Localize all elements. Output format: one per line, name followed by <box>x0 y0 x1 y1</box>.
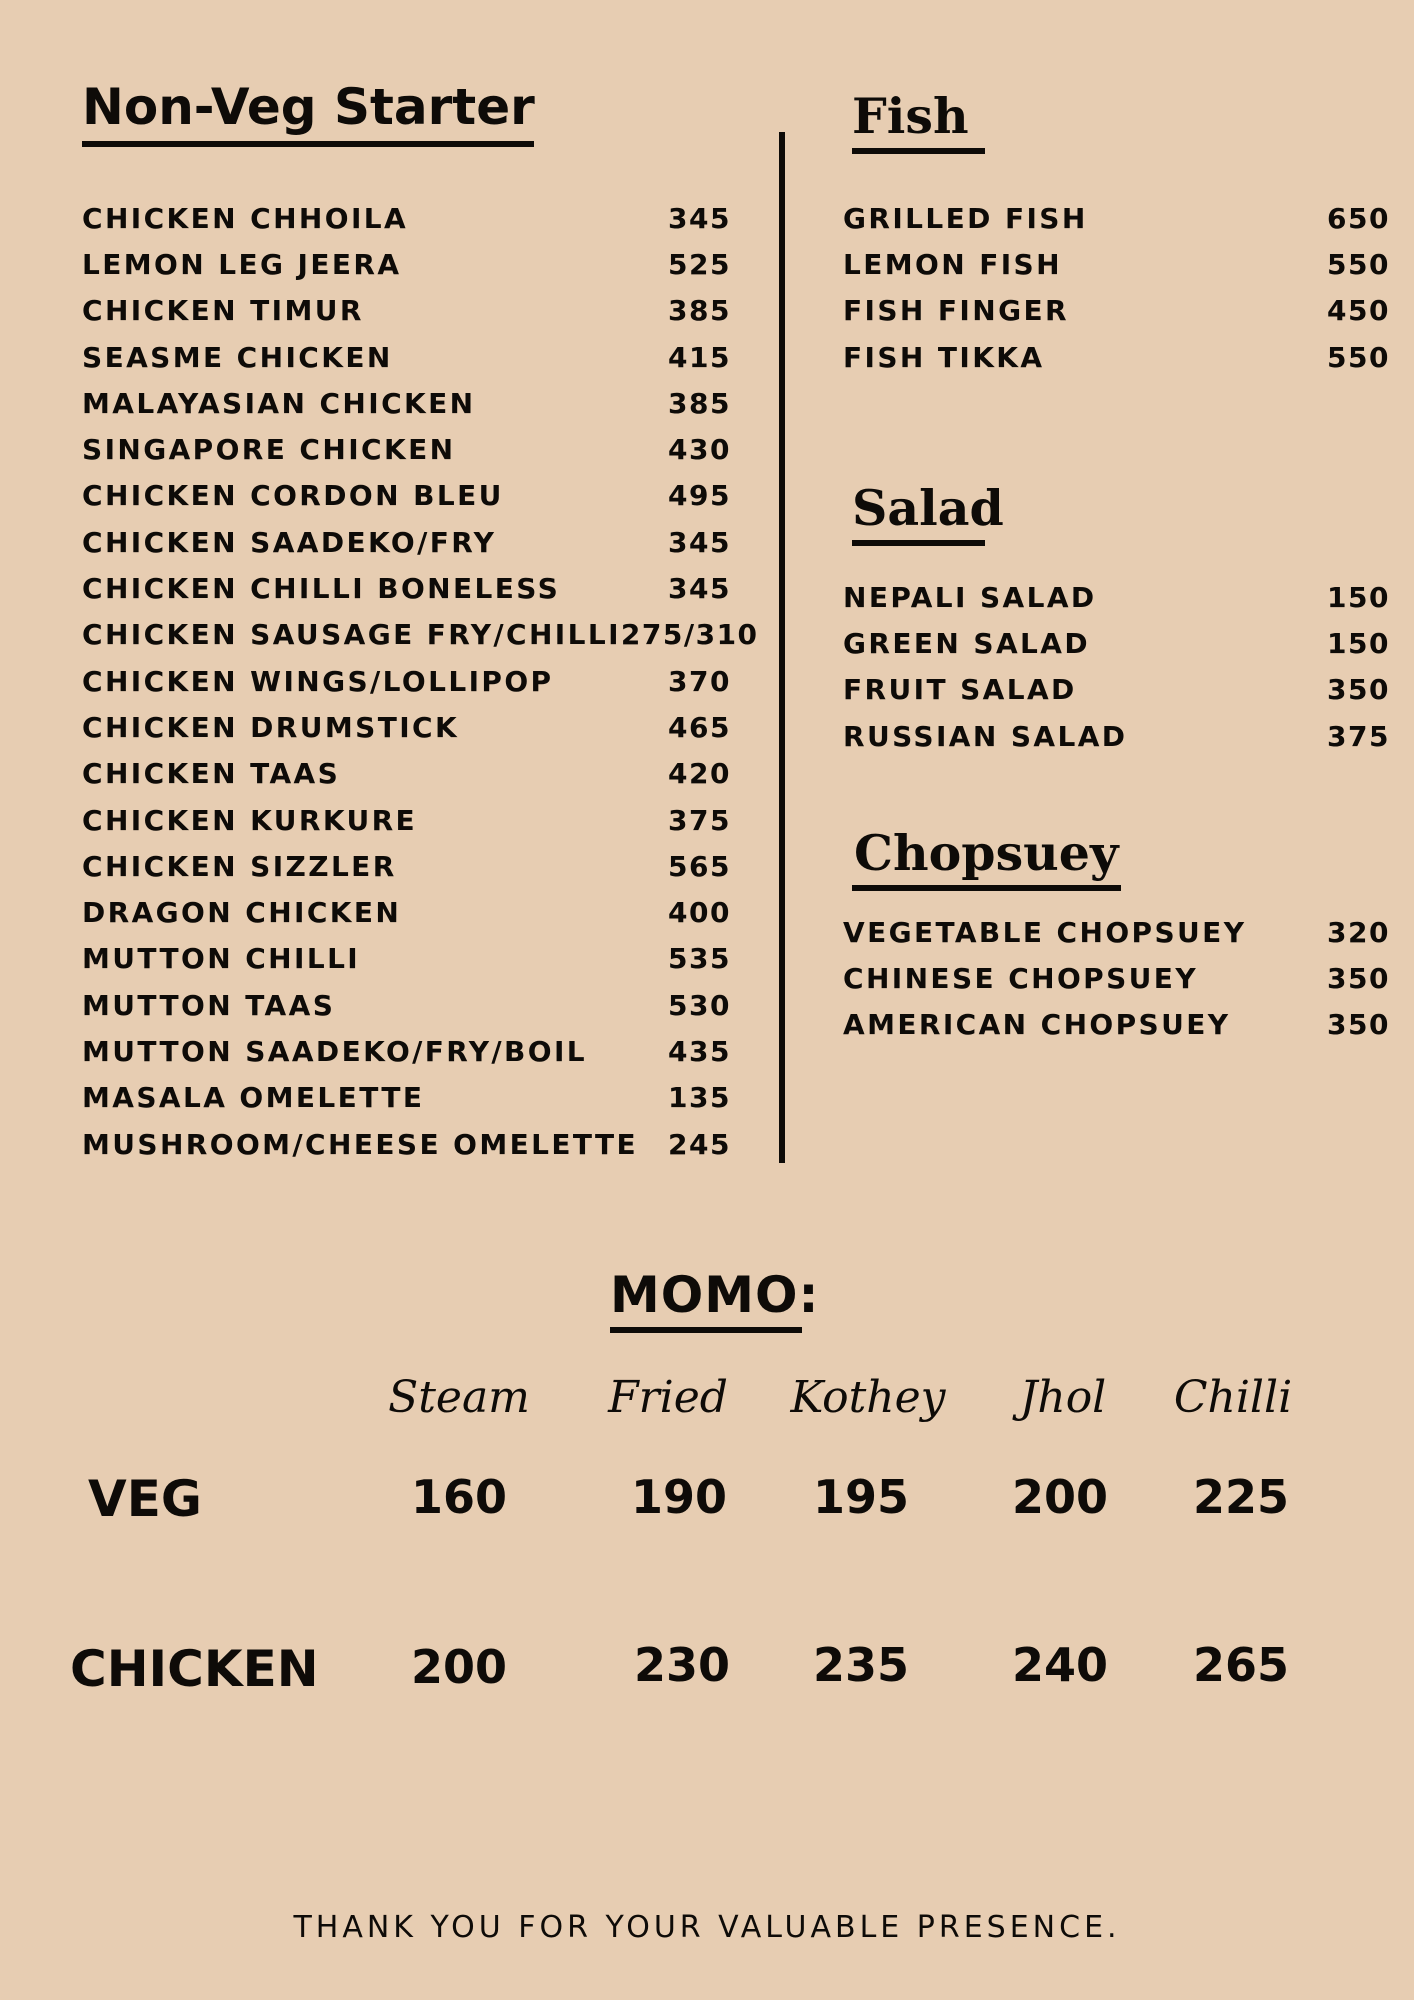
footer-thank-you: THANK YOU FOR YOUR VALUABLE PRESENCE. <box>293 1910 1121 1945</box>
item-name: CHICKEN CHILLI BONELESS <box>82 572 561 606</box>
item-name: VEGETABLE CHOPSUEY <box>843 915 1247 949</box>
item-name: MUTTON CHILLI <box>82 942 361 976</box>
fish-item <box>843 195 1390 241</box>
non-veg-starter-title: Non-Veg Starter <box>82 80 534 147</box>
item-price: 375 <box>668 803 731 837</box>
non-veg-starter-list <box>82 195 759 1167</box>
chopsuey-item <box>843 1002 1390 1048</box>
item-price: 525 <box>668 247 731 281</box>
item-price: 650 <box>1327 201 1390 235</box>
non-veg-item <box>82 380 731 426</box>
non-veg-item <box>82 288 731 334</box>
momo-veg-chilli-price: 225 <box>1192 1470 1290 1524</box>
non-veg-item <box>82 797 731 843</box>
item-name: CHICKEN CHHOILA <box>82 201 409 235</box>
item-name: CHICKEN SAUSAGE FRY/CHILLI <box>82 618 621 652</box>
salad-item <box>843 713 1390 759</box>
momo-veg-fried-price: 190 <box>630 1470 728 1524</box>
item-name: DRAGON CHICKEN <box>82 896 402 930</box>
item-name: MUSHROOM/CHEESE OMELETTE <box>82 1127 639 1161</box>
item-name: FISH FINGER <box>843 294 1069 328</box>
column-divider <box>779 132 785 1163</box>
chopsuey-item <box>843 955 1390 1001</box>
item-name: CHICKEN SAADEKO/FRY <box>82 525 497 559</box>
non-veg-item <box>82 1075 731 1121</box>
momo-veg-jhol-price: 200 <box>1011 1470 1109 1524</box>
item-price: 350 <box>1327 673 1390 707</box>
salad-item <box>843 574 1390 620</box>
item-name: GRILLED FISH <box>843 201 1088 235</box>
momo-col-chilli: Chilli <box>1173 1372 1293 1423</box>
item-price: 385 <box>668 294 731 328</box>
item-price: 430 <box>668 433 731 467</box>
non-veg-item <box>82 889 731 935</box>
item-price: 420 <box>668 757 731 791</box>
item-price: 450 <box>1327 294 1390 328</box>
item-price: 550 <box>1327 340 1390 374</box>
fish-item <box>843 288 1390 334</box>
item-price: 435 <box>668 1034 731 1068</box>
momo-row-veg-label: VEG <box>88 1470 202 1528</box>
non-veg-item <box>82 565 731 611</box>
item-price: 350 <box>1327 961 1390 995</box>
item-name: CHINESE CHOPSUEY <box>843 961 1199 995</box>
item-price: 245 <box>668 1127 731 1161</box>
chopsuey-item <box>843 909 1390 955</box>
item-price: 495 <box>668 479 731 513</box>
item-name: CHICKEN WINGS/LOLLIPOP <box>82 664 554 698</box>
non-veg-item <box>82 982 731 1028</box>
item-price: 400 <box>668 896 731 930</box>
non-veg-item <box>82 1121 731 1167</box>
item-name: MALAYASIAN CHICKEN <box>82 386 476 420</box>
non-veg-item <box>82 241 731 287</box>
momo-veg-steam-price: 160 <box>410 1470 508 1524</box>
salad-item <box>843 620 1390 666</box>
item-name: FRUIT SALAD <box>843 673 1077 707</box>
fish-item <box>843 334 1390 380</box>
fish-item <box>843 241 1390 287</box>
item-name: MUTTON SAADEKO/FRY/BOIL <box>82 1034 588 1068</box>
momo-col-kothey: Kothey <box>790 1372 946 1423</box>
momo-chicken-kothey-price: 235 <box>812 1638 910 1692</box>
item-price: 550 <box>1327 247 1390 281</box>
non-veg-item <box>82 936 731 982</box>
item-price: 345 <box>668 201 731 235</box>
item-price: 370 <box>668 664 731 698</box>
non-veg-item <box>82 519 731 565</box>
item-name: CHICKEN TAAS <box>82 757 341 791</box>
item-price: 345 <box>668 572 731 606</box>
item-price: 275/310 <box>620 618 759 652</box>
chopsuey-title: Chopsuey <box>852 827 1121 891</box>
item-name: SINGAPORE CHICKEN <box>82 433 456 467</box>
momo-col-fried: Fried <box>608 1372 728 1423</box>
non-veg-item <box>82 843 731 889</box>
fish-list <box>843 195 1390 380</box>
momo-chicken-steam-price: 200 <box>410 1640 508 1694</box>
item-name: FISH TIKKA <box>843 340 1045 374</box>
item-name: GREEN SALAD <box>843 626 1090 660</box>
item-price: 345 <box>668 525 731 559</box>
item-name: SEASME CHICKEN <box>82 340 393 374</box>
item-price: 530 <box>668 988 731 1022</box>
chopsuey-list <box>843 909 1390 1048</box>
item-name: CHICKEN CORDON BLEU <box>82 479 504 513</box>
item-name: MUTTON TAAS <box>82 988 336 1022</box>
item-price: 150 <box>1327 580 1390 614</box>
item-name: NEPALI SALAD <box>843 580 1097 614</box>
non-veg-item <box>82 658 731 704</box>
salad-item <box>843 667 1390 713</box>
salad-title: Salad <box>852 482 985 546</box>
momo-chicken-jhol-price: 240 <box>1011 1638 1109 1692</box>
non-veg-item <box>82 1028 731 1074</box>
momo-col-jhol: Jhol <box>1019 1372 1107 1423</box>
item-name: CHICKEN SIZZLER <box>82 849 397 883</box>
fish-title: Fish <box>852 90 985 154</box>
non-veg-item <box>82 426 731 472</box>
item-price: 535 <box>668 942 731 976</box>
non-veg-item <box>82 334 731 380</box>
momo-veg-kothey-price: 195 <box>812 1470 910 1524</box>
non-veg-item <box>82 704 731 750</box>
item-name: CHICKEN KURKURE <box>82 803 418 837</box>
item-name: CHICKEN TIMUR <box>82 294 364 328</box>
item-name: CHICKEN DRUMSTICK <box>82 710 460 744</box>
item-price: 565 <box>668 849 731 883</box>
non-veg-item <box>82 473 731 519</box>
item-price: 135 <box>668 1081 731 1115</box>
momo-chicken-chilli-price: 265 <box>1192 1638 1290 1692</box>
non-veg-item <box>82 612 759 658</box>
item-price: 415 <box>668 340 731 374</box>
non-veg-item <box>82 751 731 797</box>
item-price: 375 <box>1327 719 1390 753</box>
item-price: 150 <box>1327 626 1390 660</box>
momo-row-chicken-label: CHICKEN <box>70 1640 319 1698</box>
momo-title: MOMO: <box>610 1268 802 1333</box>
item-name: MASALA OMELETTE <box>82 1081 425 1115</box>
item-name: RUSSIAN SALAD <box>843 719 1128 753</box>
momo-chicken-fried-price: 230 <box>633 1638 731 1692</box>
item-price: 385 <box>668 386 731 420</box>
item-name: AMERICAN CHOPSUEY <box>843 1008 1231 1042</box>
item-price: 350 <box>1327 1008 1390 1042</box>
item-price: 465 <box>668 710 731 744</box>
item-name: LEMON FISH <box>843 247 1062 281</box>
item-price: 320 <box>1327 915 1390 949</box>
non-veg-item <box>82 195 731 241</box>
momo-col-steam: Steam <box>388 1372 530 1423</box>
salad-list <box>843 574 1390 759</box>
item-name: LEMON LEG JEERA <box>82 247 402 281</box>
